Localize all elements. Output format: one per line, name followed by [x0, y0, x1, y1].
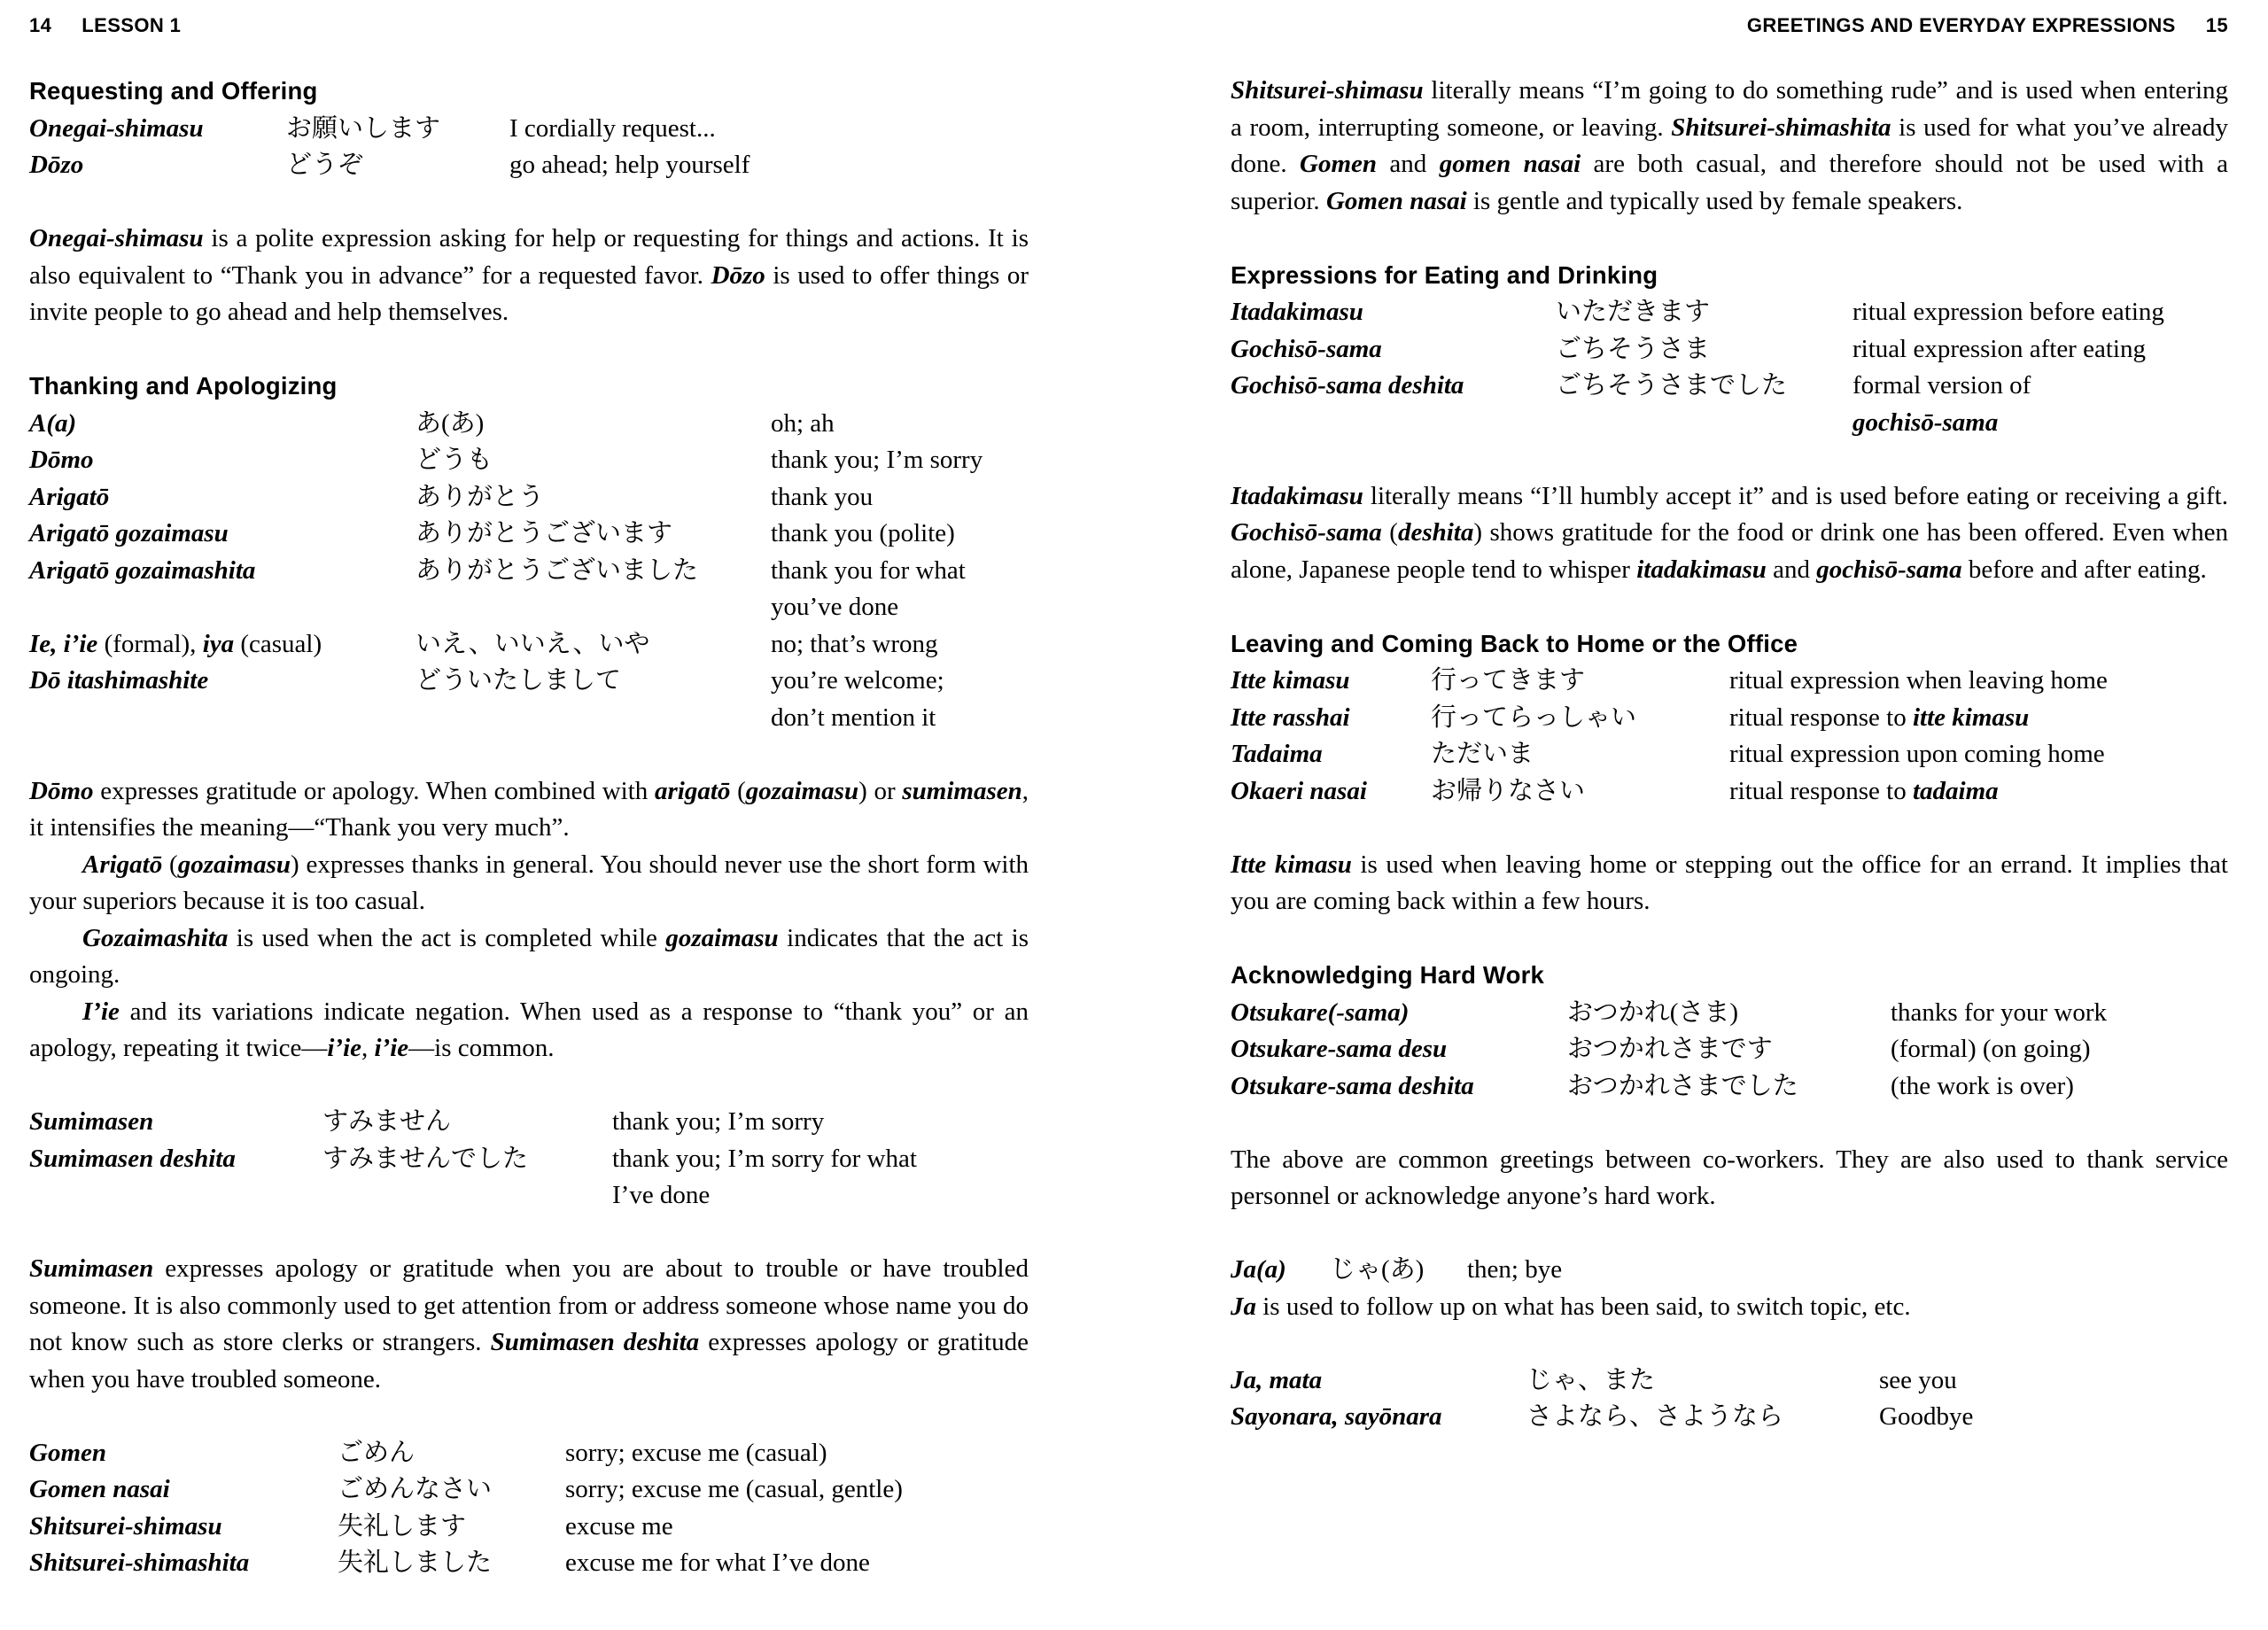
- section-heading: Thanking and Apologizing: [29, 372, 338, 400]
- vocab-term: [29, 626, 416, 664]
- text-segment: Arigatō: [82, 850, 163, 879]
- text-segment: Gomen nasai: [29, 1475, 170, 1503]
- vocab-term: [29, 1104, 322, 1141]
- text-segment: I’ie: [82, 997, 120, 1026]
- vocab-japanese: [286, 147, 509, 184]
- text-segment: and: [1766, 555, 1817, 584]
- vocab-meaning: [1879, 1399, 2228, 1436]
- text-segment: ,: [361, 1034, 375, 1062]
- vocab-japanese: [1526, 1362, 1879, 1400]
- vocab-row: [1231, 736, 2228, 773]
- vocab-japanese: [416, 626, 771, 664]
- vocab-japanese: [322, 1141, 612, 1178]
- vocab-row: [29, 516, 1029, 553]
- running-head-left: [29, 14, 181, 37]
- text-segment: Ja: [1231, 1292, 1256, 1321]
- text-segment: Onegai-shimasu: [29, 113, 204, 143]
- vocab-term: [1231, 1031, 1567, 1068]
- text-segment: thank you for what: [771, 555, 966, 585]
- page-number-left: 14: [29, 14, 52, 36]
- text-segment: gochisō-sama: [1816, 555, 1962, 584]
- vocab-japanese: [322, 1104, 612, 1141]
- text-segment: Dōmo: [29, 446, 94, 474]
- vocab-japanese: [1567, 1031, 1891, 1068]
- text-segment: i’ie: [374, 1034, 409, 1062]
- text-segment: Gochisō-sama: [1231, 334, 1382, 363]
- vocab-meaning: [612, 1104, 1029, 1141]
- vocab-row: [1231, 1362, 2228, 1400]
- text-segment: Ja, mata: [1231, 1365, 1323, 1394]
- text-segment: i’ie: [327, 1034, 362, 1062]
- vocab-term: [1231, 1252, 1330, 1289]
- text-segment: go ahead; help yourself: [509, 151, 750, 179]
- paragraph: [29, 1251, 1029, 1398]
- text-segment: The above are common greetings between co-workers. They are also used to thank service personnel or acknowledge anyone’s hard work.: [1231, 1145, 2228, 1210]
- text-segment: Itte kimasu: [1231, 850, 1352, 879]
- vocab-japanese: [416, 553, 771, 590]
- text-segment: gozaimasu: [177, 850, 291, 879]
- vocab-row: [1231, 294, 2228, 331]
- text-segment: ritual response to: [1729, 702, 1913, 732]
- text-segment: Dōmo: [29, 776, 94, 805]
- vocab-japanese: [416, 442, 771, 479]
- vocab-term: [1231, 1362, 1526, 1400]
- text-segment: すみません: [322, 1107, 452, 1136]
- vocab-meaning: [565, 1545, 1029, 1582]
- text-segment: expresses apology or gratitude when you are about to trouble or have troubled someone. It is also commonly used to get attention from or address someone whose name you do not know such as store clerks or strangers.: [29, 1254, 1029, 1356]
- text-segment: ありがとうございます: [416, 519, 673, 547]
- vocab-term: [1231, 773, 1431, 811]
- vocab-row: [29, 663, 1029, 736]
- vocab-row: [1231, 1031, 2228, 1068]
- vocab-term: [1231, 995, 1567, 1032]
- vocab-row: [1231, 331, 2228, 369]
- paragraph: [1231, 478, 2228, 589]
- text-segment: sorry; excuse me (casual): [565, 1438, 827, 1467]
- vocab-meaning: [771, 516, 1029, 553]
- vocab-row: [29, 1545, 1029, 1582]
- vocab-term: [29, 111, 286, 148]
- vocab-meaning: [1891, 995, 2228, 1032]
- vocab-japanese: [416, 479, 771, 516]
- text-segment: Shitsurei-shimasu: [29, 1511, 222, 1541]
- text-segment: ) or: [858, 776, 903, 805]
- vocab-row: [1231, 773, 2228, 811]
- text-segment: Itte rasshai: [1231, 702, 1350, 732]
- text-segment: itte kimasu: [1912, 702, 2030, 732]
- paragraph: [1231, 1289, 2228, 1326]
- vocab-row: [29, 1104, 1029, 1141]
- paragraph: [29, 994, 1029, 1067]
- section-heading: Expressions for Eating and Drinking: [1231, 260, 1658, 289]
- text-segment: ごめん: [338, 1438, 416, 1467]
- text-segment: (casual): [234, 629, 322, 658]
- paragraph: [29, 221, 1029, 331]
- text-segment: ) shows gratitude for the food or drink one has been offered. Even when alone, Japanese people tend to whisper: [1231, 518, 2228, 584]
- vocab-term: [29, 1509, 338, 1546]
- vocab-meaning: [565, 1509, 1029, 1546]
- vocab-term: [1231, 1399, 1526, 1436]
- text-segment: thank you; I’m sorry for what: [612, 1144, 917, 1173]
- text-segment: Dō itashimashite: [29, 666, 209, 695]
- text-segment: is a polite expression asking for help or requesting for things and actions. It is also equivalent to “Thank you in advance” for a requested favor.: [29, 224, 1029, 290]
- section-heading: Requesting and Offering: [29, 77, 318, 105]
- text-segment: どうも: [416, 446, 493, 474]
- text-segment: ごちそうさま: [1556, 334, 1711, 363]
- text-segment: expresses apology or gratitude when you have troubled someone.: [29, 1328, 1029, 1393]
- text-segment: Ie, i’ie: [29, 629, 98, 658]
- vocab-meaning: [1729, 700, 2228, 737]
- text-segment: thank you; I’m sorry: [771, 446, 983, 474]
- text-segment: おつかれさまです: [1567, 1035, 1773, 1063]
- vocab-table: [29, 111, 1029, 184]
- vocab-row: [29, 111, 1029, 148]
- vocab-meaning: [509, 147, 1029, 184]
- text-segment: Itadakimasu: [1231, 298, 1363, 326]
- text-segment: Goodbye: [1879, 1402, 1974, 1431]
- text-segment: iya: [202, 629, 235, 658]
- paragraph: [1231, 1142, 2228, 1215]
- text-segment: Sayonara, sayōnara: [1231, 1402, 1442, 1431]
- running-title-right: GREETINGS AND EVERYDAY EXPRESSIONS: [1746, 14, 2176, 36]
- vocab-term: [1231, 736, 1431, 773]
- vocab-meaning: [1852, 331, 2228, 369]
- text-segment: Arigatō gozaimasu: [29, 519, 229, 547]
- text-segment: Onegai-shimasu: [29, 224, 204, 252]
- vocab-row: [29, 1471, 1029, 1509]
- text-segment: (formal),: [97, 629, 203, 658]
- text-segment: before and after eating.: [1961, 555, 2207, 584]
- text-segment: あ(あ): [416, 408, 485, 438]
- text-segment: gochisō-sama: [1852, 408, 1999, 437]
- text-segment: Dōzo: [29, 151, 84, 179]
- vocab-meaning: [771, 553, 1029, 626]
- vocab-japanese: [338, 1509, 565, 1546]
- text-segment: tadaima: [1912, 776, 1999, 805]
- vocab-term: [1231, 294, 1556, 331]
- vocab-term: [29, 663, 416, 700]
- vocab-term: [29, 1545, 338, 1582]
- text-segment: お願いします: [286, 113, 441, 143]
- vocab-japanese: [416, 406, 771, 443]
- text-segment: Ja(a): [1231, 1255, 1286, 1284]
- text-segment: Arigatō gozaimashita: [29, 555, 256, 585]
- paragraph: [1231, 847, 2228, 920]
- text-segment: 行ってらっしゃい: [1431, 702, 1637, 732]
- vocab-meaning: [509, 111, 1029, 148]
- text-segment: 失礼しました: [338, 1548, 493, 1577]
- paragraph: [1231, 73, 2228, 220]
- text-segment: deshita: [1397, 518, 1474, 547]
- vocab-term: [1231, 700, 1431, 737]
- vocab-row: [29, 1141, 1029, 1215]
- text-segment: Sumimasen: [29, 1107, 154, 1136]
- text-segment: Otsukare(-sama): [1231, 997, 1410, 1027]
- vocab-japanese: [1556, 331, 1852, 369]
- vocab-term: [1231, 331, 1556, 369]
- text-segment: Gomen: [29, 1438, 106, 1467]
- vocab-term: [29, 1471, 338, 1509]
- text-segment: Shitsurei-shimasu: [1231, 76, 1424, 105]
- text-segment: ありがとうございました: [416, 555, 699, 585]
- vocab-row: [1231, 995, 2228, 1032]
- vocab-term: [1231, 663, 1431, 700]
- vocab-meaning: [771, 406, 1029, 443]
- vocab-japanese: [1330, 1252, 1467, 1289]
- vocab-term: [1231, 1068, 1567, 1106]
- text-segment: Shitsurei-shimashita: [1671, 113, 1891, 142]
- text-segment: どうぞ: [286, 151, 364, 179]
- vocab-japanese: [416, 516, 771, 553]
- vocab-table: [29, 406, 1029, 737]
- right-page-column: [1231, 73, 2228, 1436]
- text-segment: no; that’s wrong: [771, 629, 938, 658]
- text-segment: expresses gratitude or apology. When combined with: [93, 776, 655, 805]
- text-segment: Dōzo: [711, 260, 765, 290]
- text-segment: indicates that the act is ongoing.: [29, 923, 1029, 989]
- vocab-term: [29, 516, 416, 553]
- vocab-japanese: [286, 111, 509, 148]
- text-segment: see you: [1879, 1365, 1957, 1394]
- text-segment: don’t mention it: [771, 702, 936, 732]
- vocab-japanese: [338, 1435, 565, 1472]
- text-segment: sorry; excuse me (casual, gentle): [565, 1475, 903, 1503]
- running-head-right: [1747, 14, 2228, 37]
- vocab-japanese: [338, 1471, 565, 1509]
- vocab-meaning: [1467, 1252, 2228, 1289]
- text-segment: , it intensifies the meaning—“Thank you very much”.: [29, 776, 1029, 842]
- text-segment: sumimasen: [902, 776, 1022, 805]
- vocab-meaning: [1852, 368, 2228, 441]
- text-segment: さよなら、さようなら: [1526, 1402, 1784, 1431]
- vocab-table: [1231, 294, 2228, 441]
- vocab-row: [1231, 1399, 2228, 1436]
- vocab-japanese: [1567, 995, 1891, 1032]
- vocab-meaning: [771, 479, 1029, 516]
- text-segment: oh; ah: [771, 408, 835, 438]
- text-segment: どういたしまして: [416, 666, 622, 695]
- text-segment: お帰りなさい: [1431, 776, 1586, 805]
- vocab-row: [1231, 1068, 2228, 1106]
- text-segment: then; bye: [1467, 1255, 1563, 1284]
- text-segment: Tadaima: [1231, 740, 1323, 768]
- text-segment: ritual expression after eating: [1852, 334, 2146, 363]
- text-segment: ritual response to: [1729, 776, 1913, 805]
- text-segment: gomen nasai: [1439, 150, 1581, 178]
- text-segment: (formal) (on going): [1891, 1035, 2091, 1063]
- text-segment: じゃ(あ): [1330, 1255, 1425, 1284]
- text-segment: Itadakimasu: [1231, 481, 1363, 510]
- text-segment: thanks for your work: [1891, 997, 2108, 1027]
- vocab-japanese: [416, 663, 771, 700]
- text-segment: Arigatō: [29, 482, 110, 511]
- vocab-row: [29, 1435, 1029, 1472]
- text-segment: Gomen: [1300, 150, 1378, 178]
- vocab-term: [1231, 368, 1556, 405]
- vocab-table: [29, 1104, 1029, 1215]
- text-segment: excuse me: [565, 1511, 673, 1541]
- vocab-term: [29, 442, 416, 479]
- vocab-japanese: [1556, 368, 1852, 405]
- vocab-term: [29, 1435, 338, 1472]
- text-segment: is used for what you’ve already done.: [1231, 113, 2228, 178]
- text-segment: Gozaimashita: [82, 923, 229, 952]
- text-segment: is used when leaving home or stepping out the office for an errand. It implies that you are coming back within a few hours.: [1231, 850, 2228, 915]
- vocab-meaning: [1729, 736, 2228, 773]
- paragraph: [29, 773, 1029, 847]
- text-segment: ritual expression upon coming home: [1729, 740, 2105, 768]
- text-segment: thank you (polite): [771, 519, 955, 547]
- vocab-meaning: [1729, 773, 2228, 811]
- text-segment: I’ve done: [612, 1181, 711, 1209]
- text-segment: ごちそうさまでした: [1556, 371, 1788, 400]
- vocab-row: [29, 626, 1029, 664]
- vocab-meaning: [565, 1435, 1029, 1472]
- text-segment: ritual expression when leaving home: [1729, 666, 2108, 695]
- text-segment: いえ、いいえ、いや: [416, 629, 650, 658]
- text-segment: thank you; I’m sorry: [612, 1107, 825, 1136]
- text-segment: Sumimasen deshita: [29, 1144, 236, 1173]
- vocab-japanese: [338, 1545, 565, 1582]
- vocab-meaning: [1891, 1031, 2228, 1068]
- text-segment: 失礼します: [338, 1511, 467, 1541]
- text-segment: Gochisō-sama deshita: [1231, 371, 1464, 400]
- vocab-row: [29, 147, 1029, 184]
- text-segment: Otsukare-sama deshita: [1231, 1071, 1474, 1100]
- text-segment: Gomen nasai: [1325, 186, 1467, 215]
- text-segment: おつかれさまでした: [1567, 1071, 1798, 1100]
- text-segment: you’ve done: [771, 593, 899, 621]
- text-segment: (: [1381, 518, 1398, 547]
- text-segment: Sumimasen deshita: [490, 1328, 700, 1356]
- vocab-row: [29, 1509, 1029, 1546]
- text-segment: gozaimasu: [665, 923, 779, 952]
- vocab-term: [29, 147, 286, 184]
- text-segment: are both casual, and therefore should not be used with a superior.: [1231, 150, 2229, 215]
- text-segment: ただいま: [1431, 740, 1534, 768]
- section-heading: Acknowledging Hard Work: [1231, 961, 1544, 989]
- vocab-row: [29, 553, 1029, 626]
- text-segment: (: [162, 850, 178, 879]
- paragraph: [29, 920, 1029, 994]
- vocab-table: [1231, 1252, 2228, 1289]
- text-segment: おつかれ(さま): [1567, 997, 1739, 1027]
- vocab-table: [1231, 1362, 2228, 1436]
- vocab-row: [29, 479, 1029, 516]
- section-heading: Leaving and Coming Back to Home or the Office: [1231, 629, 1798, 657]
- text-segment: ritual expression before eating: [1852, 298, 2164, 326]
- text-segment: Sumimasen: [29, 1254, 154, 1283]
- text-segment: ごめんなさい: [338, 1475, 493, 1503]
- text-segment: いただきます: [1556, 298, 1711, 326]
- vocab-japanese: [1431, 773, 1729, 811]
- vocab-meaning: [1729, 663, 2228, 700]
- text-segment: is used to follow up on what has been said, to switch topic, etc.: [1256, 1292, 1911, 1321]
- text-segment: Shitsurei-shimashita: [29, 1548, 250, 1577]
- text-segment: and its variations indicate negation. When used as a response to “thank you” or an apology, repeating it twice—: [29, 997, 1029, 1062]
- text-segment: (: [730, 776, 746, 805]
- page-number-right: 15: [2205, 14, 2228, 36]
- text-segment: Okaeri nasai: [1231, 776, 1367, 805]
- vocab-meaning: [1891, 1068, 2228, 1106]
- text-segment: excuse me for what I’ve done: [565, 1548, 870, 1577]
- text-segment: is used when the act is completed while: [228, 923, 666, 952]
- vocab-row: [29, 406, 1029, 443]
- vocab-japanese: [1431, 700, 1729, 737]
- vocab-row: [1231, 1252, 2228, 1289]
- text-segment: (the work is over): [1891, 1071, 2074, 1100]
- vocab-table: [1231, 995, 2228, 1106]
- vocab-japanese: [1526, 1399, 1879, 1436]
- vocab-term: [29, 553, 416, 590]
- vocab-meaning: [1879, 1362, 2228, 1400]
- text-segment: Otsukare-sama desu: [1231, 1035, 1448, 1063]
- running-title-left: LESSON 1: [82, 14, 182, 36]
- vocab-japanese: [1556, 294, 1852, 331]
- text-segment: Itte kimasu: [1231, 666, 1350, 695]
- vocab-meaning: [1852, 294, 2228, 331]
- vocab-japanese: [1431, 663, 1729, 700]
- text-segment: gozaimasu: [745, 776, 859, 805]
- vocab-meaning: [771, 442, 1029, 479]
- text-segment: itadakimasu: [1636, 555, 1767, 584]
- vocab-japanese: [1431, 736, 1729, 773]
- vocab-table: [29, 1435, 1029, 1582]
- vocab-row: [1231, 700, 2228, 737]
- text-segment: ありがとう: [416, 482, 545, 511]
- left-page-column: [29, 73, 1029, 1582]
- text-segment: Gochisō-sama: [1231, 518, 1382, 547]
- text-segment: I cordially request...: [509, 113, 716, 143]
- text-segment: is gentle and typically used by female speakers.: [1466, 186, 1963, 215]
- vocab-row: [1231, 368, 2228, 441]
- vocab-row: [29, 442, 1029, 479]
- paragraph: [29, 847, 1029, 920]
- vocab-term: [29, 406, 416, 443]
- text-segment: literally means “I’ll humbly accept it” and is used before eating or receiving a gift.: [1363, 481, 2228, 510]
- vocab-row: [1231, 663, 2228, 700]
- text-segment: formal version of: [1852, 371, 2031, 400]
- text-segment: you’re welcome;: [771, 666, 944, 695]
- vocab-meaning: [771, 626, 1029, 664]
- text-segment: ) expresses thanks in general. You should never use the short form with your superiors because it is too casual.: [29, 850, 1029, 915]
- text-segment: すみませんでした: [322, 1144, 529, 1173]
- vocab-term: [29, 479, 416, 516]
- text-segment: literally means “I’m going to do something rude” and is used when entering a room, interrupting someone, or leaving.: [1231, 76, 2228, 142]
- text-segment: A(a): [29, 408, 77, 438]
- vocab-meaning: [565, 1471, 1029, 1509]
- text-segment: arigatō: [655, 776, 731, 805]
- text-segment: 行ってきます: [1431, 666, 1586, 695]
- text-segment: じゃ、また: [1526, 1365, 1656, 1394]
- vocab-term: [29, 1141, 322, 1178]
- vocab-meaning: [771, 663, 1029, 736]
- text-segment: thank you: [771, 482, 874, 511]
- vocab-japanese: [1567, 1068, 1891, 1106]
- text-segment: and: [1377, 150, 1440, 178]
- vocab-table: [1231, 663, 2228, 810]
- vocab-meaning: [612, 1141, 1029, 1215]
- text-segment: is used to offer things or invite people to go ahead and help themselves.: [29, 260, 1029, 326]
- text-segment: —is common.: [408, 1034, 555, 1062]
